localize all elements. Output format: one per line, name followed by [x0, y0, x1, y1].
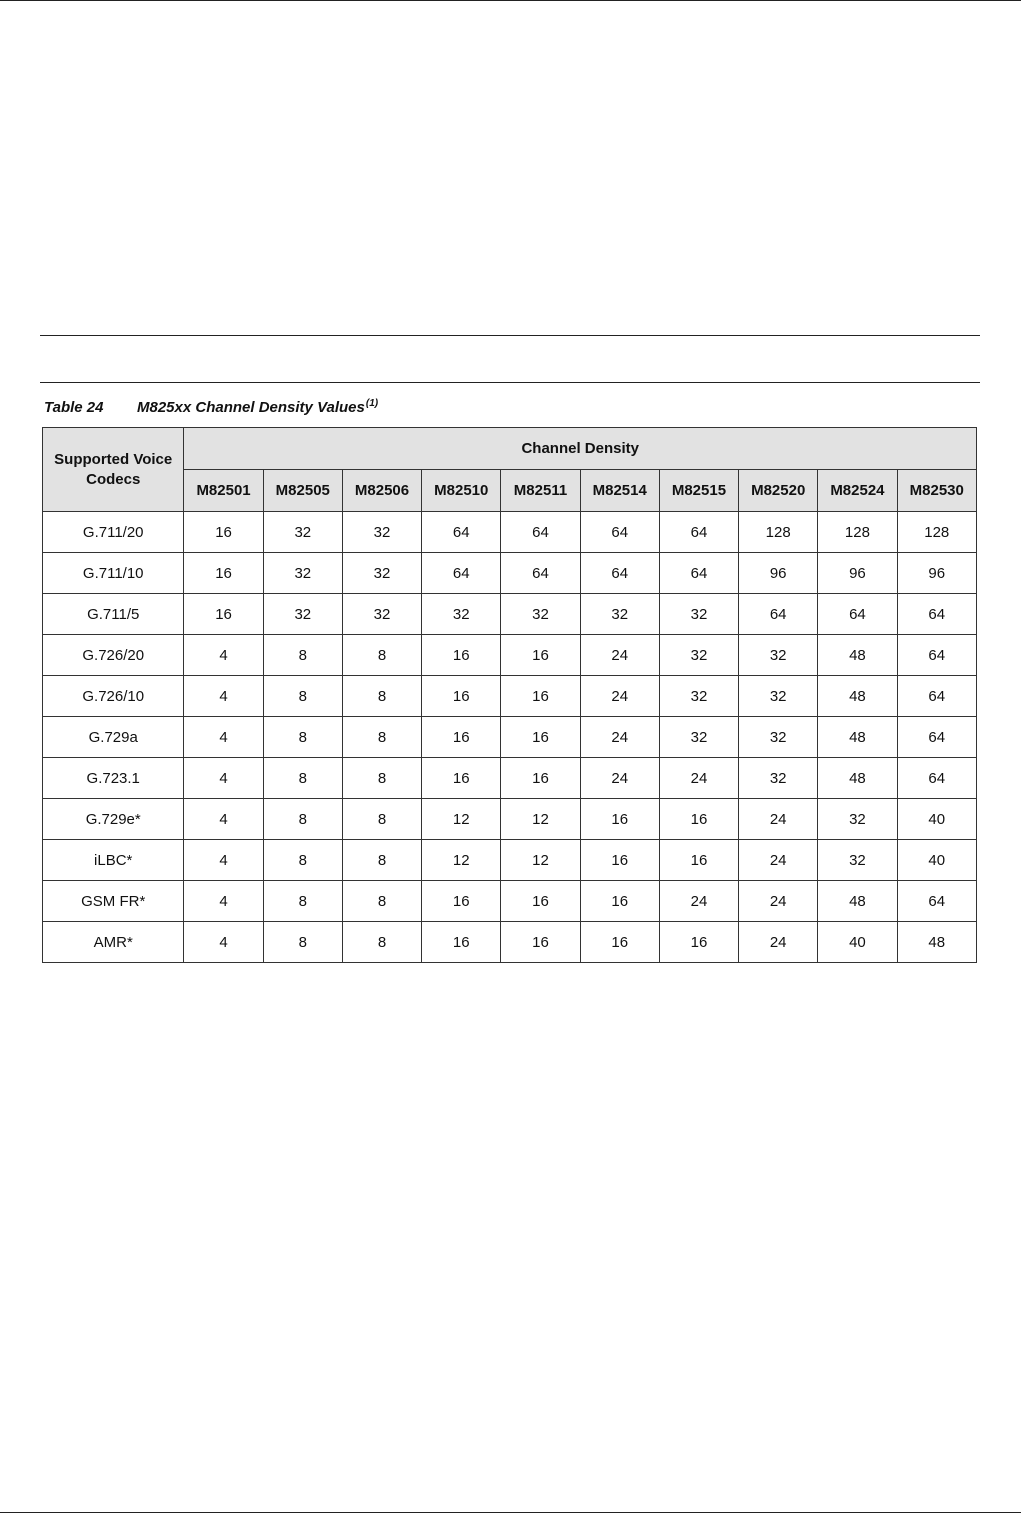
density-value-cell: 48	[818, 717, 897, 758]
model-header: M82515	[659, 470, 738, 512]
density-value-cell: 32	[739, 717, 818, 758]
density-value-cell: 8	[263, 676, 342, 717]
model-header: M82514	[580, 470, 659, 512]
density-value-cell: 128	[897, 512, 976, 553]
model-header: M82505	[263, 470, 342, 512]
density-value-cell: 4	[184, 799, 263, 840]
density-value-cell: 64	[739, 594, 818, 635]
density-value-cell: 32	[818, 799, 897, 840]
density-value-cell: 16	[659, 922, 738, 963]
density-value-cell: 32	[422, 594, 501, 635]
density-value-cell: 8	[263, 635, 342, 676]
density-value-cell: 24	[659, 758, 738, 799]
density-value-cell: 64	[897, 676, 976, 717]
section-rule-upper	[40, 335, 980, 336]
density-value-cell: 12	[422, 840, 501, 881]
density-value-cell: 8	[263, 758, 342, 799]
density-value-cell: 128	[739, 512, 818, 553]
table-row	[43, 922, 977, 963]
density-value-cell: 8	[342, 758, 421, 799]
table-row	[43, 676, 977, 717]
codec-header-line1: Supported Voice	[54, 450, 173, 468]
density-value-cell: 8	[263, 717, 342, 758]
density-value-cell: 16	[422, 758, 501, 799]
density-value-cell: 32	[659, 635, 738, 676]
density-value-cell: 16	[184, 512, 263, 553]
codec-cell: G.729e*	[43, 799, 184, 840]
model-header: M82530	[897, 470, 976, 512]
density-value-cell: 12	[422, 799, 501, 840]
density-value-cell: 8	[342, 922, 421, 963]
density-value-cell: 4	[184, 717, 263, 758]
density-value-cell: 16	[580, 922, 659, 963]
table-body	[43, 512, 977, 963]
density-value-cell: 24	[739, 799, 818, 840]
density-value-cell: 64	[501, 553, 580, 594]
density-value-cell: 32	[263, 594, 342, 635]
table-row	[43, 717, 977, 758]
density-value-cell: 48	[897, 922, 976, 963]
density-value-cell: 40	[818, 922, 897, 963]
density-value-cell: 64	[580, 553, 659, 594]
density-value-cell: 4	[184, 881, 263, 922]
density-value-cell: 32	[739, 676, 818, 717]
density-value-cell: 24	[739, 881, 818, 922]
density-value-cell: 16	[659, 799, 738, 840]
density-value-cell: 16	[580, 799, 659, 840]
density-value-cell: 64	[897, 635, 976, 676]
density-value-cell: 16	[422, 676, 501, 717]
codec-cell: AMR*	[43, 922, 184, 963]
density-value-cell: 8	[263, 799, 342, 840]
density-value-cell: 96	[818, 553, 897, 594]
density-value-cell: 32	[342, 553, 421, 594]
section-rule-lower	[40, 382, 980, 383]
density-value-cell: 16	[422, 635, 501, 676]
channel-density-table	[42, 427, 977, 963]
model-header: M82520	[739, 470, 818, 512]
model-header: M82511	[501, 470, 580, 512]
density-value-cell: 32	[659, 676, 738, 717]
density-value-cell: 16	[501, 922, 580, 963]
density-value-cell: 24	[580, 635, 659, 676]
density-value-cell: 48	[818, 881, 897, 922]
table-footnote-ref: (1)	[365, 398, 379, 409]
density-value-cell: 32	[659, 594, 738, 635]
density-value-cell: 8	[263, 881, 342, 922]
table-row	[43, 799, 977, 840]
density-value-cell: 96	[739, 553, 818, 594]
table-row	[43, 881, 977, 922]
density-value-cell: 24	[580, 676, 659, 717]
density-value-cell: 64	[897, 881, 976, 922]
density-value-cell: 64	[897, 717, 976, 758]
codec-cell: G.726/10	[43, 676, 184, 717]
table-caption	[44, 398, 378, 416]
density-value-cell: 4	[184, 758, 263, 799]
density-value-cell: 16	[501, 676, 580, 717]
density-value-cell: 48	[818, 635, 897, 676]
density-value-cell: 16	[580, 840, 659, 881]
model-header: M82506	[342, 470, 421, 512]
density-value-cell: 4	[184, 635, 263, 676]
density-value-cell: 8	[342, 635, 421, 676]
codec-cell: G.729a	[43, 717, 184, 758]
codec-cell: G.726/20	[43, 635, 184, 676]
page-top-rule	[0, 0, 1021, 1]
density-value-cell: 16	[580, 881, 659, 922]
codec-cell: G.711/10	[43, 553, 184, 594]
density-value-cell: 12	[501, 840, 580, 881]
density-value-cell: 16	[501, 635, 580, 676]
density-value-cell: 32	[818, 840, 897, 881]
codec-cell: iLBC*	[43, 840, 184, 881]
density-value-cell: 40	[897, 840, 976, 881]
density-value-cell: 8	[263, 922, 342, 963]
density-value-cell: 16	[184, 594, 263, 635]
density-value-cell: 24	[659, 881, 738, 922]
table-row	[43, 840, 977, 881]
model-header: M82524	[818, 470, 897, 512]
codec-cell: G.711/20	[43, 512, 184, 553]
density-value-cell: 48	[818, 676, 897, 717]
table-number: Table 24	[44, 399, 104, 416]
codec-cell: G.723.1	[43, 758, 184, 799]
density-value-cell: 64	[659, 553, 738, 594]
codec-column-header	[43, 428, 184, 512]
model-header: M82510	[422, 470, 501, 512]
density-value-cell: 32	[342, 594, 421, 635]
table-row	[43, 512, 977, 553]
density-value-cell: 4	[184, 840, 263, 881]
channel-density-header: Channel Density	[184, 428, 977, 470]
density-value-cell: 8	[342, 881, 421, 922]
density-value-cell: 96	[897, 553, 976, 594]
density-value-cell: 16	[422, 881, 501, 922]
density-value-cell: 16	[501, 758, 580, 799]
density-value-cell: 32	[263, 512, 342, 553]
density-value-cell: 64	[897, 758, 976, 799]
density-value-cell: 64	[501, 512, 580, 553]
density-value-cell: 24	[580, 717, 659, 758]
density-value-cell: 24	[739, 922, 818, 963]
density-value-cell: 32	[739, 758, 818, 799]
density-value-cell: 24	[739, 840, 818, 881]
density-value-cell: 8	[342, 799, 421, 840]
page-bottom-rule	[0, 1512, 1021, 1513]
density-value-cell: 8	[263, 840, 342, 881]
density-value-cell: 16	[501, 717, 580, 758]
density-value-cell: 24	[580, 758, 659, 799]
density-value-cell: 64	[897, 594, 976, 635]
codec-cell: G.711/5	[43, 594, 184, 635]
density-value-cell: 16	[422, 717, 501, 758]
density-value-cell: 32	[739, 635, 818, 676]
table-row	[43, 594, 977, 635]
density-value-cell: 4	[184, 676, 263, 717]
density-value-cell: 32	[580, 594, 659, 635]
density-value-cell: 4	[184, 922, 263, 963]
density-value-cell: 32	[501, 594, 580, 635]
density-value-cell: 8	[342, 840, 421, 881]
density-value-cell: 8	[342, 676, 421, 717]
density-value-cell: 16	[184, 553, 263, 594]
density-value-cell: 16	[501, 881, 580, 922]
density-value-cell: 64	[659, 512, 738, 553]
density-value-cell: 64	[422, 512, 501, 553]
density-value-cell: 16	[659, 840, 738, 881]
table-row	[43, 758, 977, 799]
density-value-cell: 40	[897, 799, 976, 840]
codec-header-line2: Codecs	[86, 470, 141, 488]
density-value-cell: 64	[422, 553, 501, 594]
table-row	[43, 635, 977, 676]
density-value-cell: 32	[263, 553, 342, 594]
density-value-cell: 32	[659, 717, 738, 758]
table-title: M825xx Channel Density Values	[137, 399, 365, 416]
model-header: M82501	[184, 470, 263, 512]
density-value-cell: 8	[342, 717, 421, 758]
table-row	[43, 553, 977, 594]
density-value-cell: 16	[422, 922, 501, 963]
density-value-cell: 64	[580, 512, 659, 553]
density-value-cell: 12	[501, 799, 580, 840]
codec-cell: GSM FR*	[43, 881, 184, 922]
density-value-cell: 32	[342, 512, 421, 553]
density-value-cell: 64	[818, 594, 897, 635]
density-value-cell: 48	[818, 758, 897, 799]
density-value-cell: 128	[818, 512, 897, 553]
